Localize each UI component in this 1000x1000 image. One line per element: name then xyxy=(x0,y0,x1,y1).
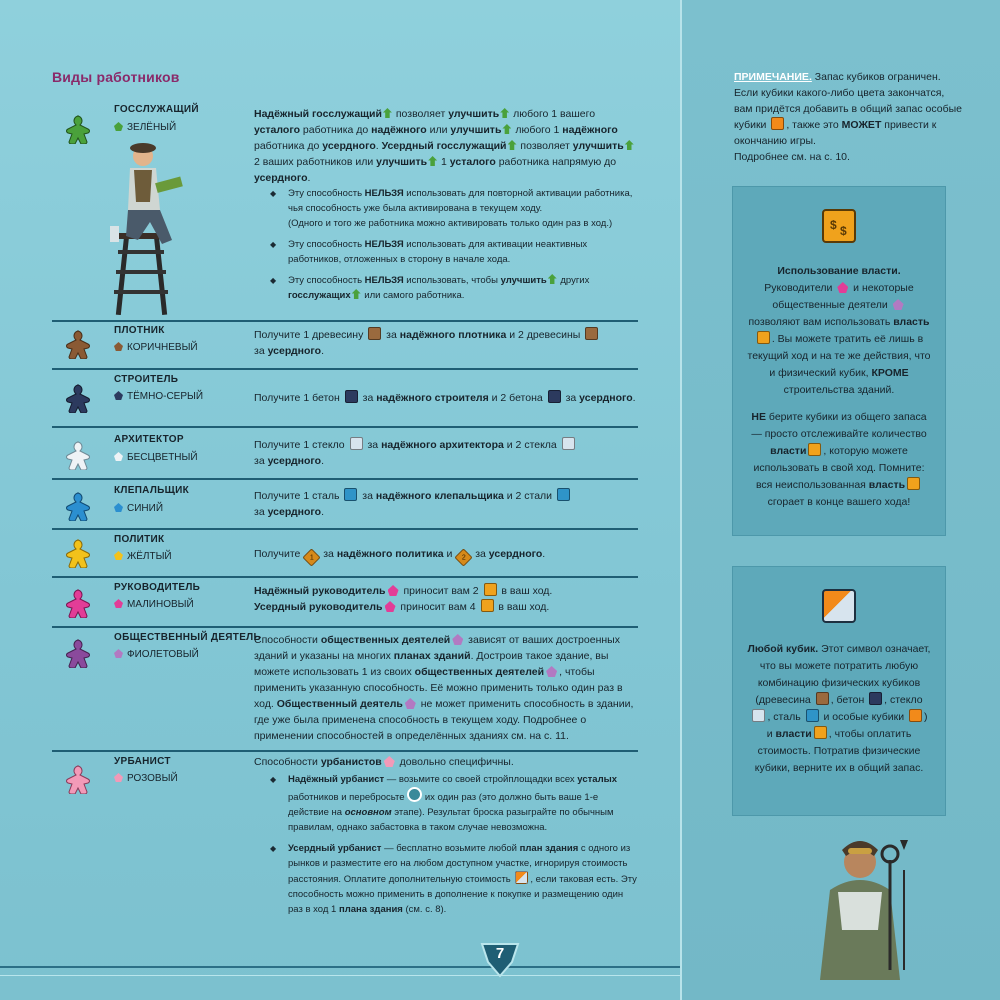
purple-meeple-icon xyxy=(62,638,92,668)
rule-item: ◆ Надёжный урбанист — возьмите со своей стройплощадки всех усталых работников и перебросьте их один раз (это должно быть ваше 1-е действие на основном этапе). Результат броска разыграйте по обычным правилам, однако забастовка в таком случае невозможна. xyxy=(270,772,638,835)
upgrade-icon xyxy=(548,274,557,284)
worker-name: УРБАНИСТ xyxy=(114,756,171,767)
green-meeple-mini-icon xyxy=(114,122,123,131)
worker-description: Получите 1 стекло за надёжного архитектора и 2 стекла за усердного. xyxy=(254,437,638,469)
vp-token-icon: 1 xyxy=(303,548,321,566)
purple-meeple-mini-icon xyxy=(452,634,463,645)
rule-item: ◆ Эту способность НЕЛЬЗЯ использовать для повторной активации работника, чья способность уже была активирована в текущем ходу. (Одного и того же работника можно активировать только один раз в ход.) xyxy=(270,186,638,231)
concrete-cube-icon xyxy=(345,390,358,403)
upgrade-icon xyxy=(352,289,361,299)
worker-color: СИНИЙ xyxy=(114,503,163,514)
worker-row-riveter xyxy=(52,478,638,528)
magenta-meeple-icon xyxy=(62,588,92,618)
dark-gray-meeple-mini-icon xyxy=(114,391,123,400)
brown-meeple-icon xyxy=(62,329,92,359)
worker-color: ФИОЛЕТОВЫЙ xyxy=(114,649,199,660)
magenta-meeple-mini-icon xyxy=(114,599,123,608)
blue-meeple-mini-icon xyxy=(114,503,123,512)
steel-cube-icon xyxy=(806,709,819,722)
worker-row-politician xyxy=(52,528,638,576)
purple-meeple-mini-icon xyxy=(405,698,416,709)
pink-meeple-icon xyxy=(62,764,92,794)
worker-row-manager xyxy=(52,576,638,626)
worker-color: ЗЕЛЁНЫЙ xyxy=(114,122,176,133)
footer-divider xyxy=(0,966,680,968)
power-cube-icon xyxy=(757,331,770,344)
blue-meeple-icon xyxy=(62,491,92,521)
purple-meeple-mini-icon xyxy=(546,666,557,677)
wood-cube-icon xyxy=(816,692,829,705)
upgrade-icon xyxy=(502,124,511,134)
upgrade-icon xyxy=(508,140,517,150)
worker-description: Способности общественных деятелей зависят от ваших достроенных зданий и указаны на многих планах зданий. Достроив такое здание, вы можете использовать 1 из своих общественных деятелей , чтобы применить указанную способность. Её можно применить только один раз в ход. Общественный деятель не может применить способность в здании, где уже была применена способность в текущем ходу. Подробнее о применении способностей в определённых зданиях см. на с. 11. xyxy=(254,634,634,742)
special-cube-icon xyxy=(909,709,922,722)
worker-color: МАЛИНОВЫЙ xyxy=(114,599,194,610)
worker-name: ПОЛИТИК xyxy=(114,534,165,545)
pink-meeple-mini-icon xyxy=(384,756,395,767)
magenta-meeple-mini-icon xyxy=(837,282,848,293)
wood-cube-icon xyxy=(585,327,598,340)
brown-meeple-mini-icon xyxy=(114,342,123,351)
worker-description: Получите 1 древесину за надёжного плотника и 2 древесины за усердного. xyxy=(254,327,638,359)
worker-description: Получите 1 за надёжного политика и 2 за усердного. xyxy=(254,546,638,564)
power-box-text: Использование власти. Руководители и некоторые общественные деятели позволяют вам использовать власть. Вы можете тратить её лишь в текущий ход и на те же действия, что и физический кубик, КРОМЕ строительства зданий. xyxy=(747,265,931,396)
magenta-meeple-mini-icon xyxy=(388,585,399,596)
power-cube-icon xyxy=(814,726,827,739)
worker-description: Надёжный руководитель приносит вам 2 в ваш ход. Усердный руководитель приносит вам 4 в ваш ход. xyxy=(254,585,553,613)
worker-name: АРХИТЕКТОР xyxy=(114,434,184,445)
worker-description: Способности урбанистов довольно специфичны. xyxy=(254,756,514,768)
yellow-meeple-icon xyxy=(62,538,92,568)
worker-color: ТЁМНО-СЕРЫЙ xyxy=(114,391,203,402)
worker-name: ОБЩЕСТВЕННЫЙ ДЕЯТЕЛЬ xyxy=(114,632,261,643)
special-cube-icon xyxy=(771,117,784,130)
reroll-icon xyxy=(407,787,422,802)
magenta-meeple-mini-icon xyxy=(385,601,396,612)
power-box-text: НЕ берите кубики из общего запаса — просто отслеживайте количество власти , которую можете использовать в свой ход. Помните: вся неиспользованная власть сгорает в конце вашего хода! xyxy=(751,411,927,508)
upgrade-icon xyxy=(383,108,392,118)
power-info-box xyxy=(732,186,946,536)
worker-name: СТРОИТЕЛЬ xyxy=(114,374,179,385)
upgrade-icon xyxy=(428,156,437,166)
upgrade-icon xyxy=(500,108,509,118)
worker-row-builder xyxy=(52,368,638,426)
steel-cube-icon xyxy=(344,488,357,501)
urbanist-rules-list xyxy=(270,772,638,923)
worker-name: ГОССЛУЖАЩИЙ xyxy=(114,104,199,115)
concrete-cube-icon xyxy=(548,390,561,403)
engineer-illustration xyxy=(790,820,930,980)
worker-name: ПЛОТНИК xyxy=(114,325,165,336)
worker-row-urbanist xyxy=(52,750,638,940)
purple-meeple-mini-icon xyxy=(893,299,904,310)
upgrade-icon xyxy=(625,140,634,150)
worker-row-public xyxy=(52,626,638,750)
footer-divider xyxy=(0,975,680,976)
glass-cube-icon xyxy=(350,437,363,450)
glass-cube-icon xyxy=(752,709,765,722)
power-cube-large-icon: $ $ xyxy=(822,209,856,243)
note-lead: ПРИМЕЧАНИЕ. xyxy=(734,71,812,83)
white-meeple-mini-icon xyxy=(114,452,123,461)
yellow-meeple-mini-icon xyxy=(114,551,123,560)
pink-meeple-mini-icon xyxy=(114,773,123,782)
power-cube-icon xyxy=(907,477,920,490)
power-cube-icon xyxy=(484,583,497,596)
steel-cube-icon xyxy=(557,488,570,501)
purple-meeple-mini-icon xyxy=(114,649,123,658)
rule-item: ◆ Усердный урбанист — бесплатно возьмите любой план здания с одного из рынков и разместите его на любом доступном участке, игнорируя стоимость расстояния. Оплатите дополнительную стоимость , если таковая есть. Эту способность можно применить в дополнение к покупке и размещению один раз в ход 1 плана здания (см. с. 8). xyxy=(270,841,638,917)
any-cube-large-icon xyxy=(822,589,856,623)
power-cube-icon xyxy=(808,443,821,456)
wood-cube-icon xyxy=(368,327,381,340)
worker-color: РОЗОВЫЙ xyxy=(114,773,178,784)
page-number: 7 xyxy=(495,945,505,962)
worker-illustration xyxy=(98,140,193,315)
side-note: ПРИМЕЧАНИЕ. Запас кубиков ограничен. Если кубики какого-либо цвета закончатся, вам придётся добавить в общий запас особые кубики , также это МОЖЕТ привести к окончанию игры. Подробнее см. на с. 10. xyxy=(734,71,962,163)
any-cube-text: Любой кубик. Этот символ означает, что вы можете потратить любую комбинацию физических кубиков (древесина , бетон , стекло , сталь и особые кубики ) и власти , чтобы оплатить стоимость. Потратив физические кубики, верните их в общий запас. xyxy=(747,643,931,774)
rule-item: ◆ Эту способность НЕЛЬЗЯ использовать для активации неактивных работников, отложенных в сторону в начале хода. xyxy=(270,237,638,267)
rule-item: ◆ Эту способность НЕЛЬЗЯ использовать, чтобы улучшить других госслужащих или самого работника. xyxy=(270,273,638,303)
worker-description: Получите 1 бетон за надёжного строителя и 2 бетона за усердного. xyxy=(254,392,636,404)
worker-description: Получите 1 сталь за надёжного клепальщика и 2 стали за усердного. xyxy=(254,488,638,520)
any-cube-icon xyxy=(515,871,528,884)
glass-cube-icon xyxy=(562,437,575,450)
page-number-badge xyxy=(478,936,522,980)
worker-row-architect xyxy=(52,426,638,478)
worker-name: РУКОВОДИТЕЛЬ xyxy=(114,582,201,593)
any-cube-info-box xyxy=(732,566,946,816)
section-title: Виды работников xyxy=(52,69,180,85)
worker-row-carpenter xyxy=(52,320,638,368)
concrete-cube-icon xyxy=(869,692,882,705)
worker-name: КЛЕПАЛЬЩИК xyxy=(114,485,190,496)
worker-description: Надёжный госслужащий позволяет улучшить любого 1 вашего усталого работника до надёжного или улучшить любого 1 надёжного работника до усердного. Усердный госслужащий позволяет улучшить 2 ваших работников или улучшить 1 усталого работника напрямую до усердного. xyxy=(254,106,638,186)
power-cube-icon xyxy=(481,599,494,612)
worker-color: КОРИЧНЕВЫЙ xyxy=(114,342,198,353)
vp-token-icon: 2 xyxy=(455,548,473,566)
worker-color: ЖЁЛТЫЙ xyxy=(114,551,172,562)
white-meeple-icon xyxy=(62,440,92,470)
green-meeple-icon xyxy=(62,114,92,144)
dark-gray-meeple-icon xyxy=(62,383,92,413)
worker-color: БЕСЦВЕТНЫЙ xyxy=(114,452,198,463)
civil-rules-list xyxy=(270,186,638,309)
